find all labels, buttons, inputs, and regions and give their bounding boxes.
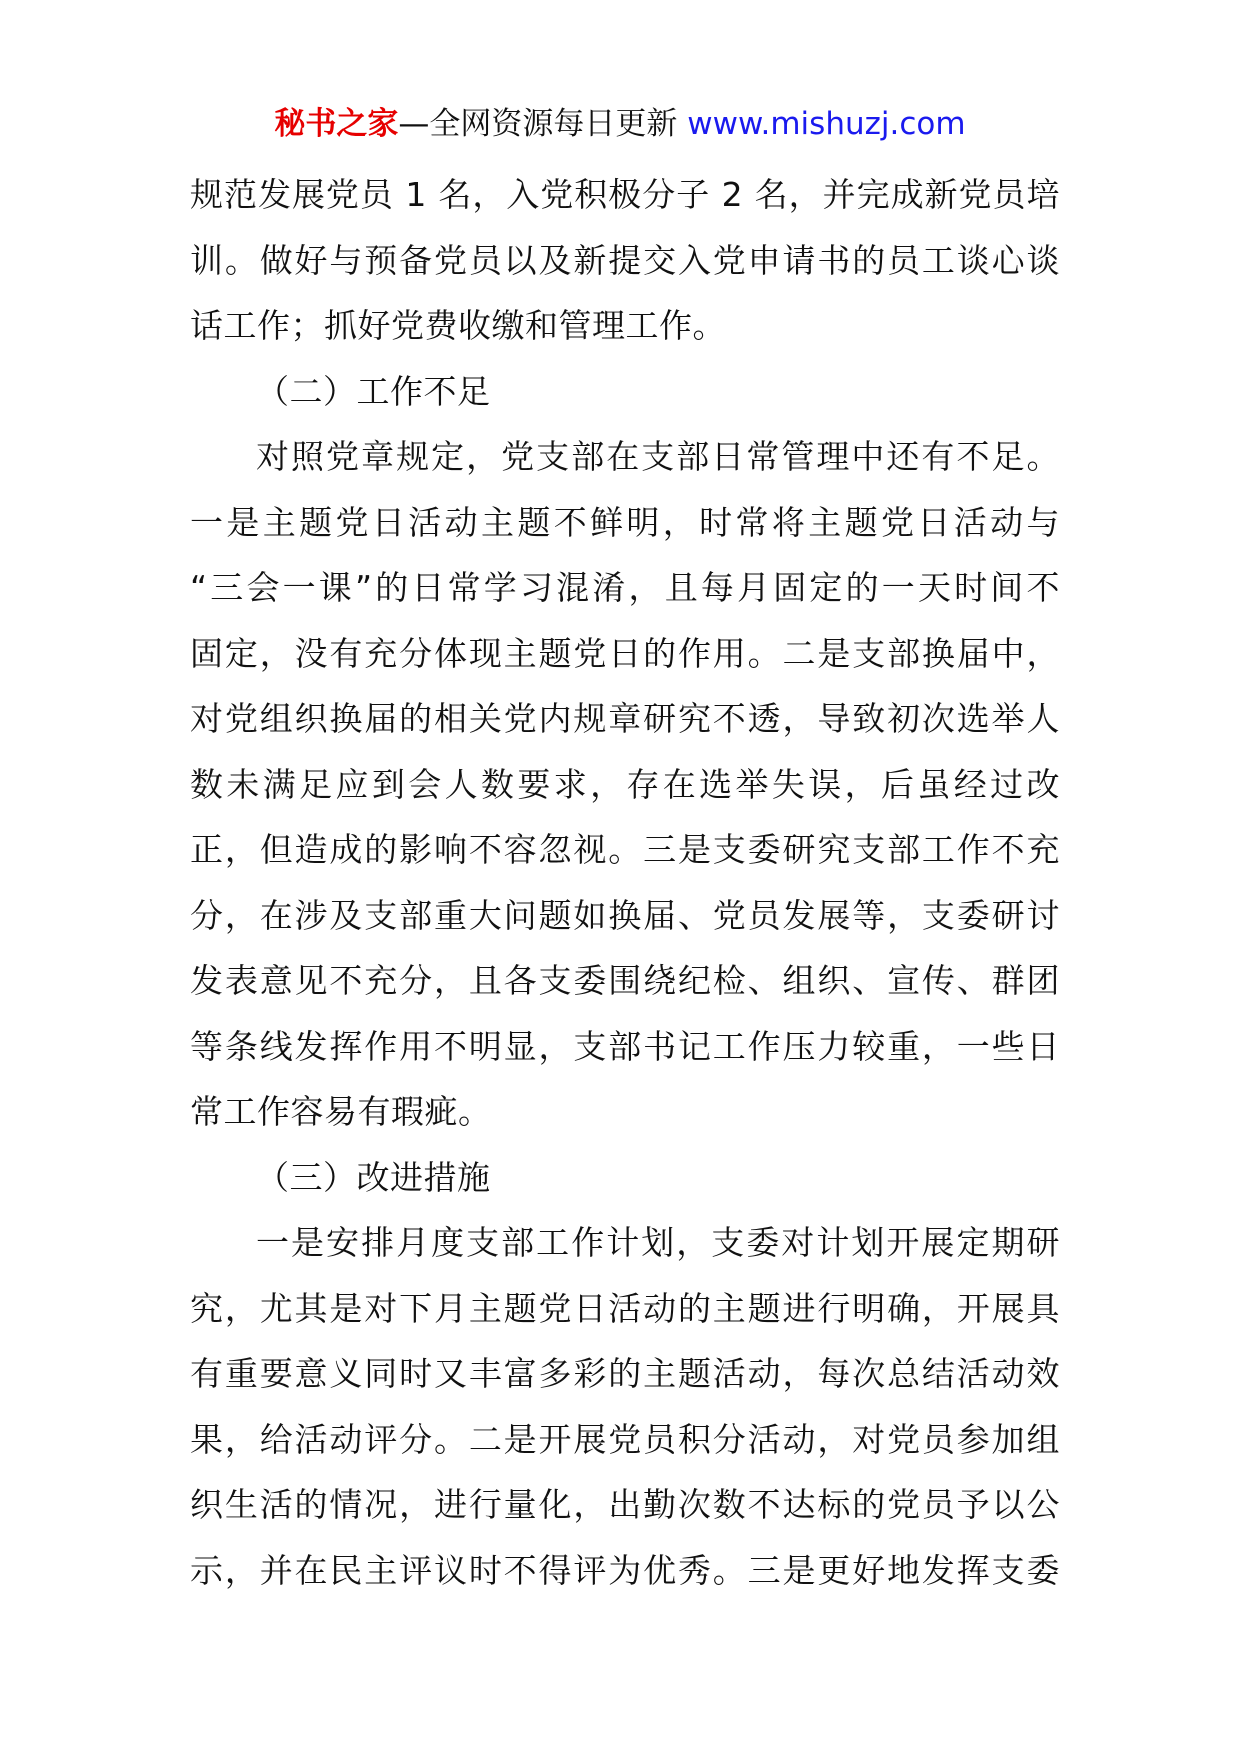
text-line: 有重要意义同时又丰富多彩的主题活动，每次总结活动效 [190, 1354, 1060, 1393]
text-line: 固定，没有充分体现主题党日的作用。二是支部换届中， [190, 633, 1060, 673]
section-heading: （三）改进措施 [256, 1157, 491, 1197]
brand-name: 秘书之家 [274, 106, 399, 142]
header-slogan: —全网资源每日更新 [398, 106, 678, 142]
text-line: 示，并在民主评议时不得评为优秀。三是更好地发挥支委 [190, 1550, 1060, 1590]
text-line: “三会一课”的日常学习混淆，且每月固定的一天时间不 [190, 568, 1060, 607]
text-line: 数未满足应到会人数要求，存在选举失误，后虽经过改 [190, 764, 1060, 804]
site-header [0, 100, 1240, 148]
text-line: 一是主题党日活动主题不鲜明，时常将主题党日活动与 [190, 502, 1060, 542]
text-line: 发表意见不充分，且各支委围绕纪检、组织、宣传、群团 [190, 961, 1060, 1000]
section-heading: （二）工作不足 [256, 371, 491, 411]
text-line: 正，但造成的影响不容忽视。三是支委研究支部工作不充 [190, 830, 1060, 869]
text-line: 话工作；抓好党费收缴和管理工作。 [190, 306, 726, 345]
text-line: 一是安排月度支部工作计划，支委对计划开展定期研 [256, 1223, 1060, 1262]
text-line: 训。做好与预备党员以及新提交入党申请书的员工谈心谈 [190, 240, 1060, 280]
text-line: 对照党章规定，党支部在支部日常管理中还有不足。 [256, 437, 1060, 476]
text-line: 等条线发挥作用不明显，支部书记工作压力较重，一些日 [190, 1026, 1060, 1066]
document-body [190, 162, 1060, 1603]
text-line: 分，在涉及支部重大问题如换届、党员发展等，支委研讨 [190, 895, 1060, 935]
site-url-link[interactable]: www.mishuzj.com [687, 106, 966, 142]
text-line: 规范发展党员 1 名，入党积极分子 2 名，并完成新党员培 [190, 175, 1060, 214]
text-line: 果，给活动评分。二是开展党员积分活动，对党员参加组 [190, 1419, 1060, 1459]
text-line: 究，尤其是对下月主题党日活动的主题进行明确，开展具 [190, 1288, 1060, 1328]
text-line: 对党组织换届的相关党内规章研究不透，导致初次选举人 [190, 699, 1060, 738]
text-line: 织生活的情况，进行量化，出勤次数不达标的党员予以公 [190, 1485, 1060, 1524]
text-line: 常工作容易有瑕疵。 [190, 1092, 492, 1131]
